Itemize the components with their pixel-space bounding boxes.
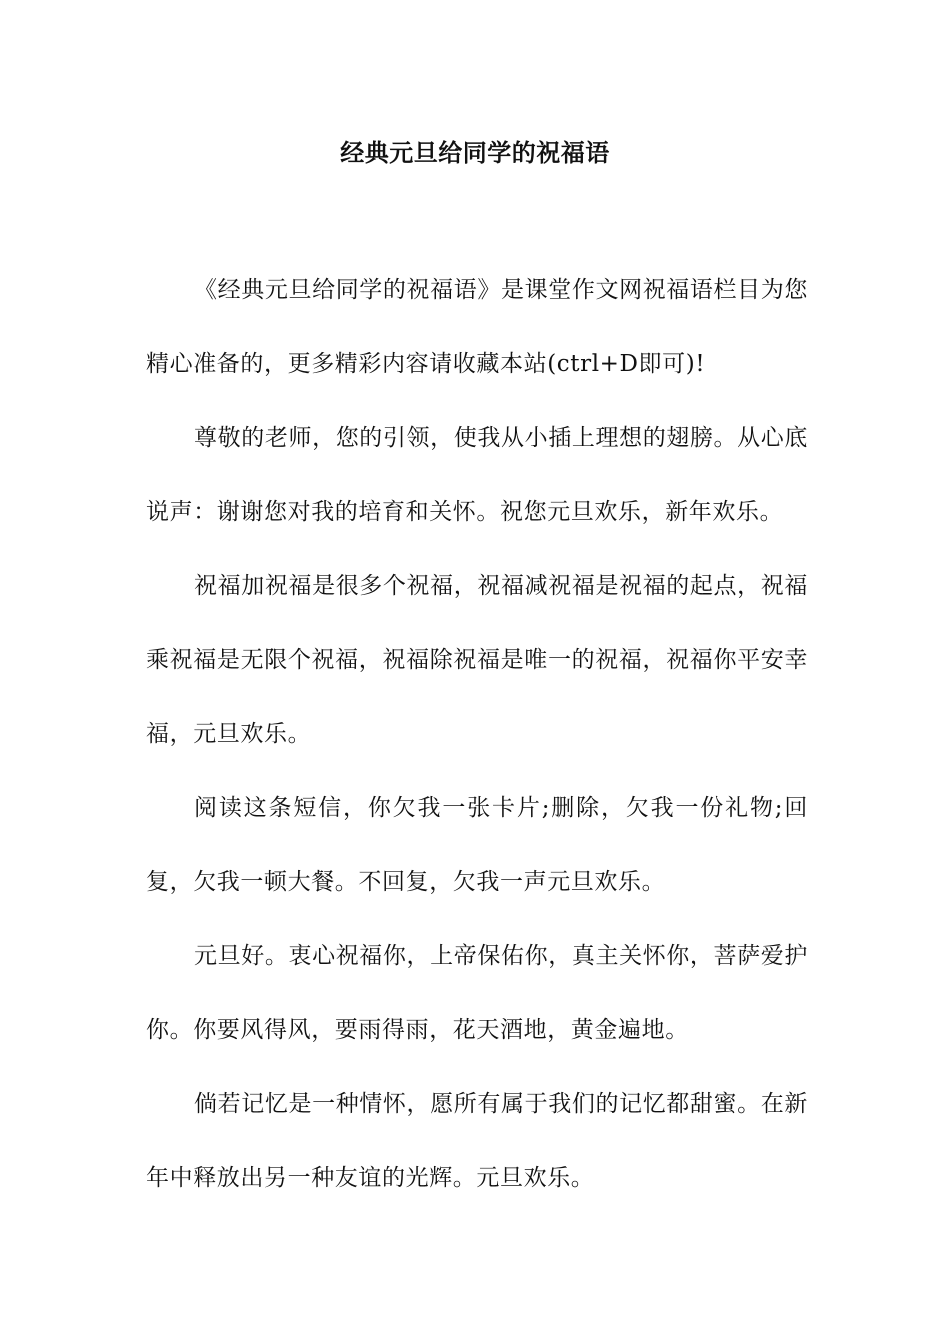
paragraph-greeting-teacher: 尊敬的老师，您的引领，使我从小插上理想的翅膀。从心底说声：谢谢您对我的培育和关怀。祝您元旦欢乐，新年欢乐。 [146, 425, 808, 525]
paragraph-intro: 《经典元旦给同学的祝福语》是课堂作文网祝福语栏目为您精心准备的，更多精彩内容请收藏本站(ctrl+D即可)! [146, 277, 808, 377]
paragraph-short-message: 阅读这条短信，你欠我一张卡片;删除，欠我一份礼物;回复，欠我一顿大餐。不回复，欠我一声元旦欢乐。 [146, 795, 808, 895]
paragraph-memory: 倘若记忆是一种情怀，愿所有属于我们的记忆都甜蜜。在新年中释放出另一种友谊的光辉。元旦欢乐。 [146, 1091, 808, 1191]
document-title: 经典元旦给同学的祝福语 [340, 138, 610, 167]
paragraph-new-year-wishes: 元旦好。衷心祝福你，上帝保佑你，真主关怀你，菩萨爱护你。你要风得风，要雨得雨，花天酒地，黄金遍地。 [146, 943, 808, 1043]
document-body [146, 253, 808, 1215]
paragraph-blessing-math: 祝福加祝福是很多个祝福，祝福减祝福是祝福的起点，祝福乘祝福是无限个祝福，祝福除祝福是唯一的祝福，祝福你平安幸福，元旦欢乐。 [146, 573, 808, 747]
